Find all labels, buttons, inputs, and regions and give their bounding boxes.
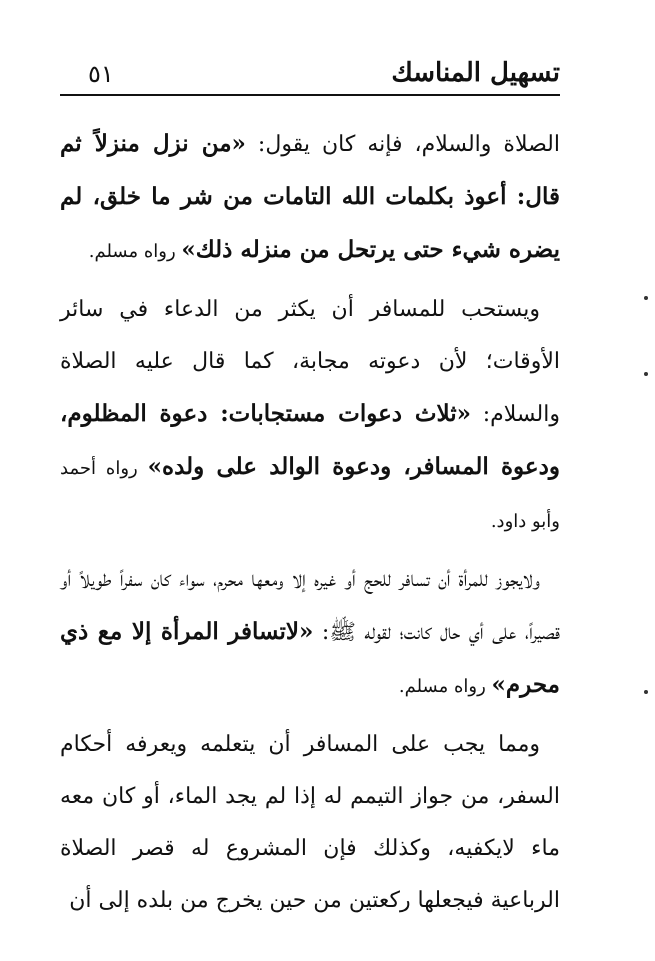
page-header [60, 58, 560, 96]
margin-mark [644, 372, 648, 376]
body-text [60, 118, 560, 933]
hadith-quote: «من نزل منزلاً ثم قال: أعوذ بكلمات الله التامات من شر ما خلق، لم يضره شيء حتى يرتحل من منزله ذلك» [60, 130, 560, 263]
hadith-source: رواه أحمد وأبو داود. [60, 458, 560, 532]
hadith-source: رواه مسلم. [398, 676, 492, 697]
margin-mark [644, 690, 648, 694]
hadith-quote: «ثلاث دعوات مستجابات: دعوة المظلوم، ودعوة المسافر، ودعوة الوالد على ولده» [60, 400, 560, 480]
page-number: ٥١ [88, 60, 114, 88]
paragraph-text: الصلاة والسلام، فإنه كان يقول: [245, 132, 560, 157]
paragraph-text: ولايجوز للمرأة أن تسافر للحج أو غيره إلا ومعها محرم، سواء كان سفراً طويلاً أو قصيراً، على أي حال كانت؛ لقوله ﷺ: [60, 567, 560, 645]
paragraph-text: ويستحب للمسافر أن يكثر من الدعاء في سائر الأوقات؛ لأن دعوته مجابة، كما قال عليه الصلاة والسلام: [60, 297, 560, 427]
paragraph [60, 554, 560, 713]
paragraph [60, 284, 560, 548]
paragraph [60, 719, 560, 927]
hadith-quote: «لاتسافر المرأة إلا مع ذي محرم» [60, 618, 560, 698]
paragraph [60, 118, 560, 278]
paragraph-text: ومما يجب على المسافر أن يتعلمه ويعرفه أحكام السفر، من جواز التيمم له إذا لم يجد الماء، أو كان معه ماء لايكفيه، وكذلك فإن المشروع له قصر الصلاة الرباعية فيجعلها ركعتين من حين يخرج من بلده إلى أن [60, 732, 560, 913]
hadith-source: رواه مسلم. [88, 241, 182, 262]
book-title: تسهيل المناسك [391, 58, 560, 88]
margin-mark [644, 296, 648, 300]
